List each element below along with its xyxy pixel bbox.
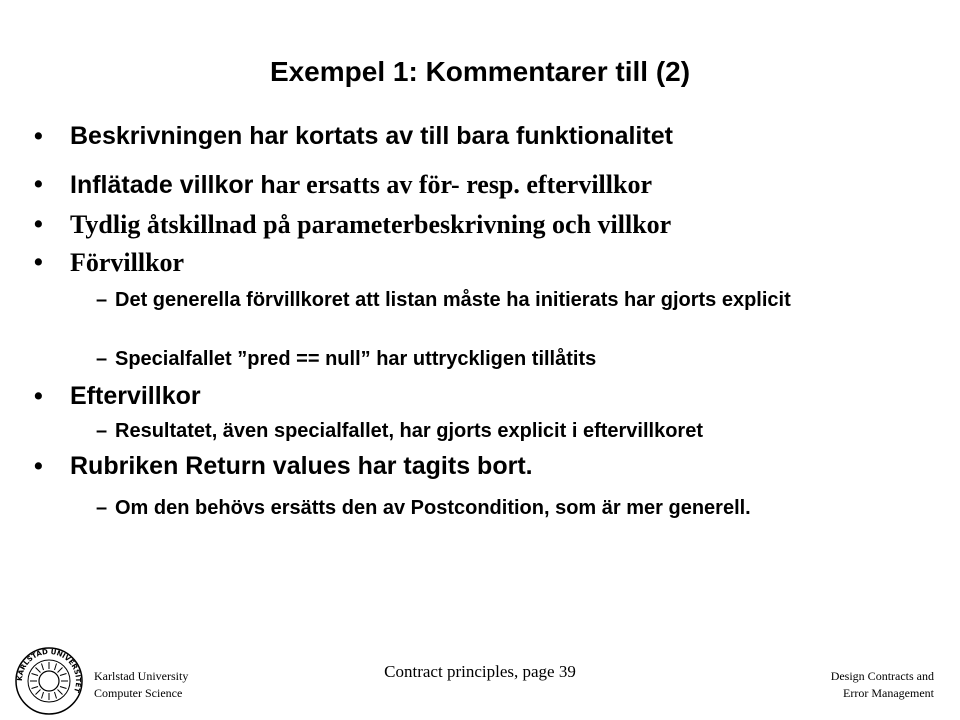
footer-page-label: Contract principles, page 39	[384, 662, 576, 681]
bullet-icon: •	[34, 248, 43, 276]
dash-icon: –	[96, 348, 108, 370]
bullet-text-serif-part: ar ersatts av för- resp. eftervillkor	[275, 170, 652, 199]
bullet-text-sans-part: Inflätade villkor h	[70, 171, 276, 199]
dash-icon: –	[96, 497, 108, 519]
bullet-text: Beskrivningen har kortats av till bara funktionalitet	[70, 122, 673, 150]
bullet-icon: •	[34, 452, 43, 480]
footer-course-line2: Error Management	[843, 686, 934, 700]
bullet-icon: •	[34, 170, 43, 198]
footer-university: Karlstad University	[94, 669, 189, 683]
seal-text: KARLSTAD UNIVERSITET	[15, 647, 83, 694]
sub-bullet-text: Om den behövs ersätts den av Postcondition, som är mer generell.	[115, 497, 751, 519]
bullet-icon: •	[34, 122, 43, 150]
bullet-icon: •	[34, 210, 43, 238]
bullet-text: Eftervillkor	[70, 382, 201, 410]
footer-department: Computer Science	[94, 686, 183, 700]
bullet-text: Tydlig åtskillnad på parameterbeskrivning och villkor	[70, 210, 672, 239]
sub-bullet-text: Specialfallet ”pred == null” har uttryckligen tillåtits	[115, 348, 597, 370]
bullet-icon: •	[34, 382, 43, 410]
footer-right	[831, 668, 934, 702]
sub-bullet-text: Resultatet, även specialfallet, har gjorts explicit i eftervillkoret	[115, 420, 703, 442]
bullet-text: Rubriken Return values har tagits bort.	[70, 452, 533, 480]
sub-bullet-text: Det generella förvillkoret att listan måste ha initierats har gjorts explicit	[115, 289, 791, 311]
slide-title: Exempel 1: Kommentarer till (2)	[269, 56, 691, 87]
footer-course-line1: Design Contracts and	[830, 669, 934, 683]
dash-icon: –	[96, 420, 108, 442]
bullet-text: Förvillkor	[70, 248, 185, 277]
bullet-text	[70, 170, 652, 200]
dash-icon: –	[96, 289, 108, 311]
